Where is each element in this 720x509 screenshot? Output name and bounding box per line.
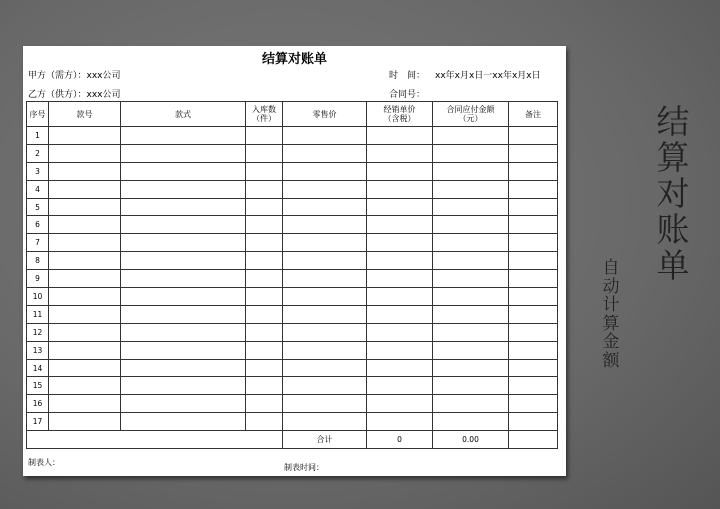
table-cell[interactable] <box>121 395 246 413</box>
column-header-text: 序号 <box>29 109 46 119</box>
table-cell[interactable] <box>367 395 433 413</box>
column-header <box>367 102 433 127</box>
column-header <box>49 102 121 127</box>
table-cell[interactable] <box>509 305 558 323</box>
table-cell[interactable] <box>433 127 509 145</box>
table-row <box>27 234 558 252</box>
side-title-char: 账 <box>656 210 690 249</box>
table-cell[interactable] <box>49 305 121 323</box>
column-header <box>246 102 283 127</box>
table-cell[interactable] <box>509 144 558 162</box>
table-cell[interactable] <box>246 234 283 252</box>
table-cell[interactable] <box>283 144 367 162</box>
side-title-char: 结 <box>656 102 690 141</box>
table-cell[interactable] <box>49 341 121 359</box>
total-blank <box>27 431 283 449</box>
row-number: 12 <box>27 323 49 341</box>
table-row <box>27 270 558 288</box>
column-header-text: （元） <box>458 114 483 123</box>
party-a: 甲方（需方）：xxx公司 <box>28 71 121 81</box>
table-cell[interactable] <box>49 180 121 198</box>
table-cell[interactable] <box>246 198 283 216</box>
table-cell[interactable] <box>433 198 509 216</box>
table-cell[interactable] <box>367 127 433 145</box>
maker-label: 制表人： <box>28 458 60 467</box>
table-cell[interactable] <box>509 341 558 359</box>
table-cell[interactable] <box>433 270 509 288</box>
table-cell[interactable] <box>49 252 121 270</box>
row-number: 1 <box>27 127 49 145</box>
table-cell[interactable] <box>121 323 246 341</box>
table-cell[interactable] <box>433 252 509 270</box>
table-row <box>27 413 558 431</box>
table-cell[interactable] <box>49 162 121 180</box>
row-number: 17 <box>27 413 49 431</box>
row-number: 10 <box>27 288 49 306</box>
table-cell[interactable] <box>433 162 509 180</box>
table-cell[interactable] <box>121 305 246 323</box>
table-cell[interactable] <box>433 288 509 306</box>
table-cell[interactable] <box>283 127 367 145</box>
column-header <box>27 102 49 127</box>
table-cell[interactable] <box>509 270 558 288</box>
table-cell[interactable] <box>283 359 367 377</box>
table-cell[interactable] <box>246 377 283 395</box>
table-cell[interactable] <box>246 252 283 270</box>
table-cell[interactable] <box>433 413 509 431</box>
table-cell[interactable] <box>121 144 246 162</box>
row-number: 11 <box>27 305 49 323</box>
table-cell[interactable] <box>433 305 509 323</box>
table-cell[interactable] <box>49 395 121 413</box>
table-cell[interactable] <box>367 162 433 180</box>
table-cell[interactable] <box>367 359 433 377</box>
side-title <box>654 104 692 284</box>
table-cell[interactable] <box>246 270 283 288</box>
row-number: 6 <box>27 216 49 234</box>
table-cell[interactable] <box>433 341 509 359</box>
table-cell[interactable] <box>433 377 509 395</box>
table-cell[interactable] <box>121 216 246 234</box>
side-subtitle-char: 算 <box>602 313 620 334</box>
table-cell[interactable] <box>49 127 121 145</box>
table-cell[interactable] <box>121 270 246 288</box>
row-number: 7 <box>27 234 49 252</box>
total-label: 合计 <box>283 431 367 449</box>
row-number: 4 <box>27 180 49 198</box>
table-cell[interactable] <box>367 413 433 431</box>
table-cell[interactable] <box>283 413 367 431</box>
table-cell[interactable] <box>121 180 246 198</box>
table-cell[interactable] <box>433 180 509 198</box>
table-cell[interactable] <box>49 288 121 306</box>
table-row <box>27 162 558 180</box>
column-header-text: 款式 <box>175 109 191 119</box>
table-cell[interactable] <box>246 127 283 145</box>
row-number: 2 <box>27 144 49 162</box>
table-cell[interactable] <box>433 234 509 252</box>
row-number: 5 <box>27 198 49 216</box>
time-label: 时 间： <box>389 71 426 81</box>
table-cell[interactable] <box>283 288 367 306</box>
table-row <box>27 305 558 323</box>
table-cell[interactable] <box>246 180 283 198</box>
column-header-text: 零售价 <box>312 109 337 119</box>
column-header-text: 备注 <box>525 109 541 119</box>
table-cell[interactable] <box>246 359 283 377</box>
table-cell[interactable] <box>246 144 283 162</box>
table-cell[interactable] <box>433 323 509 341</box>
side-subtitle <box>600 259 622 370</box>
table-cell[interactable] <box>367 252 433 270</box>
column-header-text: 入库数（件） <box>252 105 276 123</box>
table-cell[interactable] <box>283 270 367 288</box>
party-b: 乙方（供方）：xxx公司 <box>28 90 121 100</box>
table-cell[interactable] <box>121 413 246 431</box>
row-number: 14 <box>27 359 49 377</box>
table-cell[interactable] <box>367 144 433 162</box>
table-cell[interactable] <box>509 252 558 270</box>
table-row <box>27 323 558 341</box>
table-cell[interactable] <box>509 288 558 306</box>
table-cell[interactable] <box>121 198 246 216</box>
table-cell[interactable] <box>509 359 558 377</box>
side-subtitle-char: 额 <box>602 350 620 371</box>
row-number: 16 <box>27 395 49 413</box>
contract-label: 合同号： <box>389 90 426 100</box>
table-cell[interactable] <box>121 377 246 395</box>
table-cell[interactable] <box>49 144 121 162</box>
table-row <box>27 127 558 145</box>
table-cell[interactable] <box>367 180 433 198</box>
table-cell[interactable] <box>367 323 433 341</box>
table-row <box>27 216 558 234</box>
table-cell[interactable] <box>283 180 367 198</box>
table-cell[interactable] <box>509 127 558 145</box>
table-row <box>27 180 558 198</box>
table-cell[interactable] <box>283 305 367 323</box>
make-time-label: 制表时间： <box>284 463 324 472</box>
table-cell[interactable] <box>283 323 367 341</box>
table-cell[interactable] <box>433 216 509 234</box>
row-number: 13 <box>27 341 49 359</box>
side-title-char: 对 <box>656 174 690 213</box>
table-cell[interactable] <box>49 377 121 395</box>
table-cell[interactable] <box>367 270 433 288</box>
table-cell[interactable] <box>283 395 367 413</box>
table-row <box>27 288 558 306</box>
table-cell[interactable] <box>433 395 509 413</box>
table-cell[interactable] <box>283 341 367 359</box>
table-row <box>27 341 558 359</box>
side-subtitle-char: 动 <box>602 276 620 297</box>
table-cell[interactable] <box>283 377 367 395</box>
column-header-text: 款号 <box>76 109 93 119</box>
table-cell[interactable] <box>246 413 283 431</box>
table-cell[interactable] <box>246 162 283 180</box>
table-cell[interactable] <box>49 323 121 341</box>
total-amount: 0.00 <box>433 431 509 449</box>
table-cell[interactable] <box>121 162 246 180</box>
row-number: 15 <box>27 377 49 395</box>
table-cell[interactable] <box>509 180 558 198</box>
table-row <box>27 395 558 413</box>
time-value: xx年x月x日一xx年x月x日 <box>435 71 541 81</box>
table-cell[interactable] <box>49 234 121 252</box>
column-header-text: （含税） <box>383 114 416 123</box>
table-cell[interactable] <box>509 162 558 180</box>
table-cell[interactable] <box>367 288 433 306</box>
settlement-table <box>26 101 558 449</box>
table-cell[interactable] <box>246 341 283 359</box>
row-number: 8 <box>27 252 49 270</box>
table-cell[interactable] <box>509 395 558 413</box>
table-cell[interactable] <box>121 288 246 306</box>
table-cell[interactable] <box>49 359 121 377</box>
total-remark <box>509 431 558 449</box>
column-header-text: 合同应付金额 <box>446 105 495 114</box>
table-cell[interactable] <box>49 270 121 288</box>
table-cell[interactable] <box>367 341 433 359</box>
row-number: 9 <box>27 270 49 288</box>
table-cell[interactable] <box>49 198 121 216</box>
table-cell[interactable] <box>509 234 558 252</box>
column-header <box>283 102 367 127</box>
column-header <box>121 102 246 127</box>
total-quantity: 0 <box>367 431 433 449</box>
side-subtitle-char: 计 <box>602 295 620 315</box>
table-cell[interactable] <box>283 162 367 180</box>
table-cell[interactable] <box>246 323 283 341</box>
table-cell[interactable] <box>367 234 433 252</box>
table-cell[interactable] <box>283 198 367 216</box>
column-header-text: 经销单价 <box>383 105 416 114</box>
table-cell[interactable] <box>367 377 433 395</box>
table-cell[interactable] <box>367 198 433 216</box>
table-cell[interactable] <box>509 377 558 395</box>
table-cell[interactable] <box>509 323 558 341</box>
table-cell[interactable] <box>49 413 121 431</box>
table-cell[interactable] <box>49 216 121 234</box>
side-subtitle-char: 自 <box>602 258 620 278</box>
table-cell[interactable] <box>283 216 367 234</box>
table-cell[interactable] <box>246 395 283 413</box>
column-header <box>433 102 509 127</box>
table-row <box>27 359 558 377</box>
table-cell[interactable] <box>509 198 558 216</box>
table-cell[interactable] <box>433 359 509 377</box>
table-cell[interactable] <box>509 216 558 234</box>
table-cell[interactable] <box>121 234 246 252</box>
side-title-char: 单 <box>656 246 690 285</box>
table-cell[interactable] <box>246 216 283 234</box>
document-sheet <box>23 46 566 476</box>
side-subtitle-char: 金 <box>602 332 620 352</box>
table-cell[interactable] <box>509 413 558 431</box>
document-title: 结算对账单 <box>261 52 327 67</box>
row-number: 3 <box>27 162 49 180</box>
column-header <box>509 102 558 127</box>
table-cell[interactable] <box>433 144 509 162</box>
table-cell[interactable] <box>367 216 433 234</box>
total-row <box>27 431 558 449</box>
table-row <box>27 198 558 216</box>
table-row <box>27 144 558 162</box>
table-cell[interactable] <box>246 288 283 306</box>
table-row <box>27 252 558 270</box>
table-cell[interactable] <box>121 341 246 359</box>
table-cell[interactable] <box>121 127 246 145</box>
table-cell[interactable] <box>367 305 433 323</box>
side-title-char: 算 <box>656 138 690 177</box>
table-cell[interactable] <box>283 234 367 252</box>
table-cell[interactable] <box>283 252 367 270</box>
table-row <box>27 377 558 395</box>
table-cell[interactable] <box>121 359 246 377</box>
table-cell[interactable] <box>121 252 246 270</box>
table-cell[interactable] <box>246 305 283 323</box>
